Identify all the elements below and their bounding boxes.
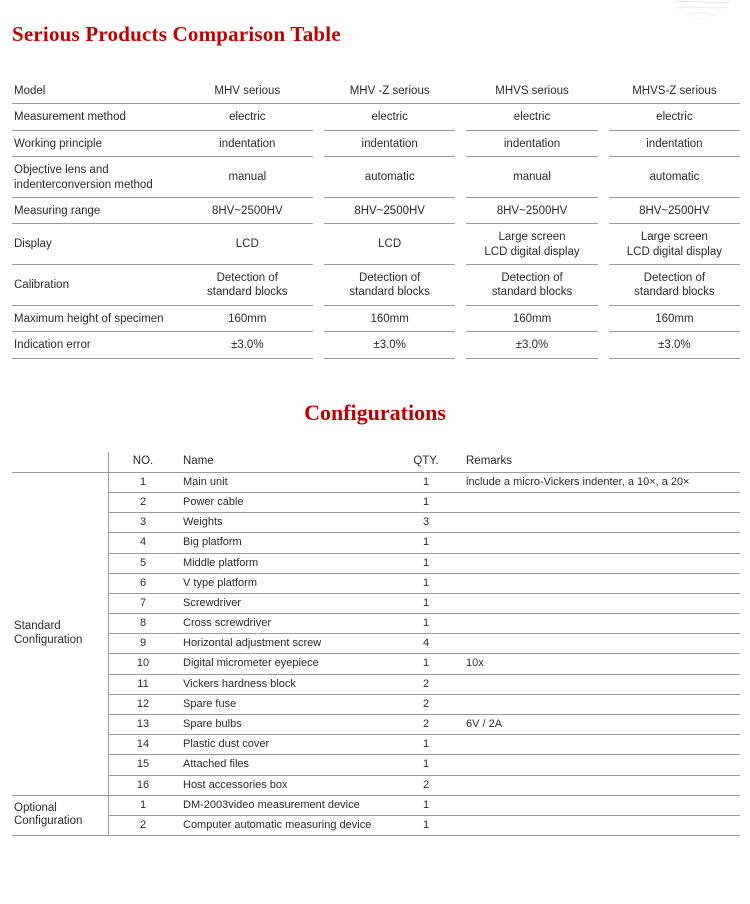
row-value	[182, 224, 313, 265]
row-name: Spare fuse	[177, 694, 392, 714]
row-value: 8HV~2500HV	[324, 197, 455, 223]
row-name: Horizontal adjustment screw	[177, 634, 392, 654]
row-value: indentation	[182, 130, 313, 156]
row-no: 13	[109, 715, 178, 735]
row-no: 8	[109, 614, 178, 634]
table-row	[12, 715, 740, 735]
row-value-line1: Detection of	[358, 272, 421, 284]
row-value: 160mm	[324, 305, 455, 331]
row-label: Working principle	[12, 130, 182, 156]
row-no: 1	[109, 795, 178, 815]
table-row	[12, 332, 740, 358]
header-no: NO.	[109, 452, 178, 472]
row-value: ±3.0%	[466, 332, 597, 358]
row-remarks	[460, 775, 740, 795]
row-qty: 1	[392, 492, 460, 512]
row-no: 9	[109, 634, 178, 654]
row-remarks	[460, 593, 740, 613]
row-value: automatic	[324, 157, 455, 198]
row-no: 14	[109, 735, 178, 755]
comparison-table	[12, 78, 740, 359]
row-qty: 1	[392, 755, 460, 775]
row-remarks	[460, 553, 740, 573]
table-row	[12, 472, 740, 492]
row-value	[182, 265, 313, 306]
row-qty: 1	[392, 573, 460, 593]
row-value: electric	[466, 104, 597, 130]
table-row	[12, 573, 740, 593]
comparison-col-2: MHV -Z serious	[324, 78, 455, 104]
table-row	[12, 78, 740, 104]
row-qty: 1	[392, 815, 460, 835]
table-header-row	[12, 452, 740, 472]
comparison-title: Serious Products Comparison Table	[12, 22, 341, 46]
table-row	[12, 130, 740, 156]
configurations-table	[12, 452, 740, 836]
row-name: Plastic dust cover	[177, 735, 392, 755]
row-label-line2: indenterconversion method	[14, 178, 153, 191]
row-value	[324, 224, 455, 265]
row-remarks	[460, 634, 740, 654]
table-row	[12, 775, 740, 795]
row-no: 6	[109, 573, 178, 593]
row-remarks	[460, 694, 740, 714]
row-name: V type platform	[177, 573, 392, 593]
row-value	[609, 224, 740, 265]
row-value: electric	[324, 104, 455, 130]
group-label-line1: Standard	[14, 620, 61, 632]
table-row	[12, 755, 740, 775]
row-label: Maximum height of specimen	[12, 305, 182, 331]
row-value-line1: Detection of	[501, 272, 563, 284]
table-row	[12, 654, 740, 674]
row-value-line2: LCD digital display	[484, 245, 580, 258]
row-name: Screwdriver	[177, 593, 392, 613]
row-label: Display	[12, 224, 182, 265]
row-value-line1: LCD	[378, 238, 402, 251]
row-value: indentation	[609, 130, 740, 156]
row-label: Measurement method	[12, 104, 182, 130]
row-value: 160mm	[609, 305, 740, 331]
row-value: 160mm	[182, 305, 313, 331]
table-row	[12, 694, 740, 714]
row-qty: 1	[392, 795, 460, 815]
row-value-line1: Detection of	[643, 272, 706, 284]
row-value: electric	[609, 104, 740, 130]
row-label: Indication error	[12, 332, 182, 358]
row-remarks: 6V / 2A	[460, 715, 740, 735]
row-value-line2: standard blocks	[491, 286, 573, 299]
row-value: manual	[182, 157, 313, 198]
row-name: Computer automatic measuring device	[177, 815, 392, 835]
row-qty: 2	[392, 694, 460, 714]
row-no: 5	[109, 553, 178, 573]
column-gap	[598, 78, 609, 104]
row-remarks	[460, 735, 740, 755]
row-qty: 2	[392, 674, 460, 694]
row-value: automatic	[609, 157, 740, 198]
row-value	[466, 265, 597, 306]
row-value	[324, 265, 455, 306]
row-value-line1: Large screen	[640, 231, 708, 244]
row-no: 1	[109, 472, 178, 492]
row-name: Middle platform	[177, 553, 392, 573]
row-qty: 3	[392, 513, 460, 533]
table-row	[12, 634, 740, 654]
row-value-line1: LCD	[235, 238, 259, 251]
row-remarks	[460, 573, 740, 593]
group-label-line1: Optional	[14, 801, 57, 814]
row-name: Big platform	[177, 533, 392, 553]
table-row	[12, 593, 740, 613]
row-remarks	[460, 614, 740, 634]
row-no: 7	[109, 593, 178, 613]
row-name: Digital micrometer eyepiece	[177, 654, 392, 674]
row-qty: 1	[392, 472, 460, 492]
comparison-col-1: MHV serious	[182, 78, 313, 104]
table-row	[12, 265, 740, 306]
comparison-col-4: MHVS-Z serious	[609, 78, 740, 104]
row-label	[12, 157, 182, 198]
row-remarks	[460, 755, 740, 775]
comparison-row-header: Model	[12, 78, 182, 104]
table-row	[12, 533, 740, 553]
row-value: 160mm	[466, 305, 597, 331]
row-value-line1: Large screen	[498, 231, 566, 244]
row-value: manual	[466, 157, 597, 198]
row-label-line1: Objective lens and	[14, 164, 109, 177]
decorative-corner-mark	[672, 0, 732, 30]
row-qty: 2	[392, 715, 460, 735]
row-qty: 1	[392, 593, 460, 613]
row-value	[609, 265, 740, 306]
row-qty: 1	[392, 553, 460, 573]
header-name: Name	[177, 452, 392, 472]
table-row	[12, 795, 740, 815]
row-remarks	[460, 815, 740, 835]
row-name: Cross screwdriver	[177, 614, 392, 634]
row-value: ±3.0%	[324, 332, 455, 358]
row-no: 11	[109, 674, 178, 694]
row-value: ±3.0%	[182, 332, 313, 358]
row-remarks	[460, 795, 740, 815]
row-value: 8HV~2500HV	[182, 197, 313, 223]
group-label-optional	[12, 795, 109, 835]
table-row	[12, 305, 740, 331]
row-remarks: 10x	[460, 654, 740, 674]
row-qty: 1	[392, 735, 460, 755]
table-row	[12, 614, 740, 634]
group-label-standard	[12, 472, 109, 795]
table-row	[12, 492, 740, 512]
row-name: Spare bulbs	[177, 715, 392, 735]
comparison-col-3: MHVS serious	[466, 78, 597, 104]
row-remarks	[460, 513, 740, 533]
column-gap	[455, 78, 466, 104]
group-label-line2: Configuration	[14, 815, 83, 828]
row-qty: 1	[392, 533, 460, 553]
row-name: DM-2003video measurement device	[177, 795, 392, 815]
row-no: 4	[109, 533, 178, 553]
table-row	[12, 157, 740, 198]
row-qty: 4	[392, 634, 460, 654]
row-name: Vickers hardness block	[177, 674, 392, 694]
row-value: indentation	[466, 130, 597, 156]
row-no: 15	[109, 755, 178, 775]
row-remarks	[460, 674, 740, 694]
row-value-line2: LCD digital display	[626, 245, 723, 258]
row-name: Host accessories box	[177, 775, 392, 795]
row-qty: 1	[392, 614, 460, 634]
row-no: 2	[109, 815, 178, 835]
row-value: 8HV~2500HV	[466, 197, 597, 223]
row-no: 12	[109, 694, 178, 714]
table-row	[12, 674, 740, 694]
row-value: ±3.0%	[609, 332, 740, 358]
table-row	[12, 224, 740, 265]
row-label: Measuring range	[12, 197, 182, 223]
table-row	[12, 513, 740, 533]
row-no: 2	[109, 492, 178, 512]
row-value-line1: Detection of	[216, 272, 278, 284]
row-name: Weights	[177, 513, 392, 533]
row-name: Power cable	[177, 492, 392, 512]
row-remarks: include a micro-Vickers indenter, a 10×, a 20×	[460, 472, 740, 492]
row-value: indentation	[324, 130, 455, 156]
row-value	[466, 224, 597, 265]
table-row	[12, 197, 740, 223]
table-row	[12, 735, 740, 755]
table-row	[12, 104, 740, 130]
table-row	[12, 553, 740, 573]
row-no: 16	[109, 775, 178, 795]
row-remarks	[460, 492, 740, 512]
row-value-line2: standard blocks	[634, 286, 715, 299]
row-name: Main unit	[177, 472, 392, 492]
row-value: 8HV~2500HV	[609, 197, 740, 223]
row-name: Attached files	[177, 755, 392, 775]
row-remarks	[460, 533, 740, 553]
row-value-line2: standard blocks	[349, 286, 430, 299]
row-qty: 1	[392, 654, 460, 674]
header-group	[12, 452, 109, 472]
header-qty: QTY.	[392, 452, 460, 472]
row-no: 3	[109, 513, 178, 533]
row-label: Calibration	[12, 265, 182, 306]
table-row	[12, 815, 740, 835]
row-qty: 2	[392, 775, 460, 795]
row-no: 10	[109, 654, 178, 674]
header-remarks: Remarks	[460, 452, 740, 472]
row-value-line2: standard blocks	[207, 286, 288, 299]
configurations-title: Configurations	[304, 400, 446, 425]
column-gap	[313, 78, 324, 104]
row-value: electric	[182, 104, 313, 130]
group-label-line2: Configuration	[14, 633, 83, 646]
